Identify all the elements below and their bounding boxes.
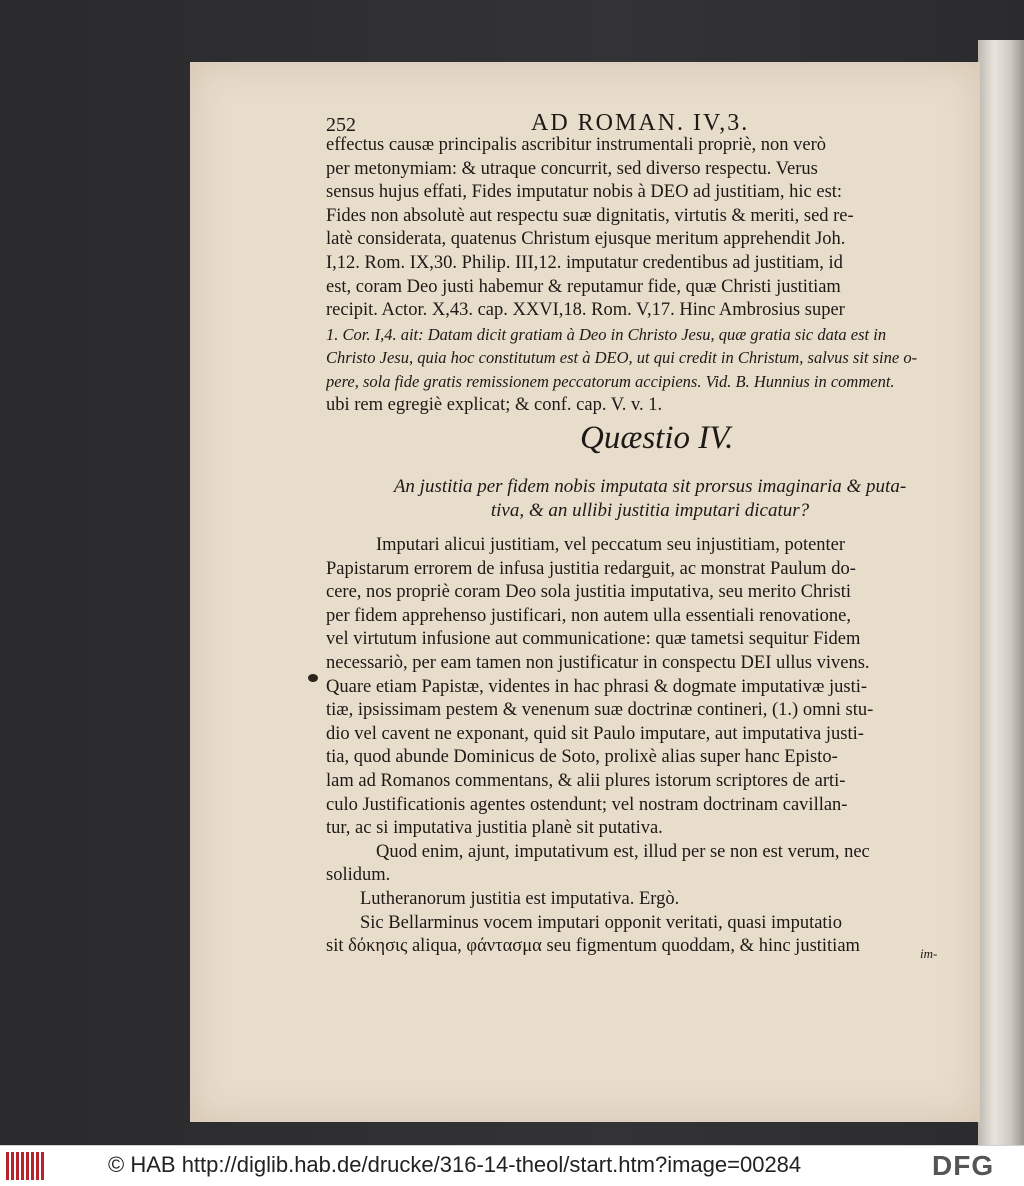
question-line: tiva, & an ullibi justitia imputari dicatur?	[490, 499, 810, 521]
text-line: recipit. Actor. X,43. cap. XXVI,18. Rom. V,17. Hinc Ambrosius super	[326, 300, 845, 321]
body-line: tia, quod abunde Dominicus de Soto, prolixè alias super hanc Episto-	[326, 747, 838, 768]
body-line: tur, ac si imputativa justitia planè sit putativa.	[326, 818, 663, 839]
body-line: solidum.	[326, 865, 391, 886]
body-line: culo Justificationis agentes ostendunt; vel nostram doctrinam cavillan-	[326, 794, 848, 815]
catchword: im-	[920, 946, 938, 961]
book-edge	[978, 40, 1024, 1145]
body-line: Lutheranorum justitia est imputativa. Ergò.	[360, 888, 680, 909]
viewer-footer	[0, 1145, 1024, 1186]
body-text	[326, 534, 950, 959]
text-line: pere, sola fide gratis remissionem peccatorum accipiens. Vid. B. Hunnius in comment.	[326, 371, 895, 391]
copyright-label: © HAB	[108, 1152, 176, 1177]
body-line: dio vel cavent ne exponant, quid sit Paulo imputare, aut imputativa justi-	[326, 723, 864, 744]
upper-text	[326, 134, 950, 417]
question-text	[350, 474, 950, 521]
body-line: Imputari alicui justitiam, vel peccatum seu injustitiam, potenter	[376, 535, 846, 555]
body-line: vel virtutum infusione aut communicatione: quæ tametsi sequitur Fidem	[326, 629, 861, 650]
text-line: 1. Cor. I,4. ait: Datam dicit gratiam à Deo in Christo Jesu, quæ gratia sic data est in	[326, 324, 887, 344]
body-line: Sic Bellarminus vocem imputari opponit veritati, quasi imputatio	[360, 912, 842, 933]
body-line: Quod enim, ajunt, imputativum est, illud per se non est verum, nec	[376, 841, 870, 862]
page-number: 252	[326, 114, 356, 136]
text-line: per metonymiam: & utraque concurrit, sed diverso respectu. Verus	[326, 158, 818, 179]
text-line: latè considerata, quatenus Christum ejusque meritum apprehendit Joh.	[326, 229, 846, 250]
body-line: sit δόκησις aliqua, φάντασμα seu figmentum quoddam, & hinc justitiam	[326, 936, 860, 957]
footer-text	[108, 1152, 801, 1178]
body-line: lam ad Romanos commentans, & alii plures istorum scriptores de arti-	[326, 770, 846, 791]
permalink-link[interactable]: http://diglib.hab.de/drucke/316-14-theol/start.htm?image=00284	[181, 1152, 802, 1177]
text-line: effectus causæ principalis ascribitur instrumentali propriè, non verò	[326, 135, 827, 155]
body-line: cere, nos propriè coram Deo sola justitia imputativa, seu merito Christi	[326, 582, 852, 603]
text-line: ubi rem egregiè explicat; & conf. cap. V. v. 1.	[326, 394, 663, 415]
question-line: An justitia per fidem nobis imputata sit prorsus imaginaria & puta-	[393, 476, 907, 497]
body-line: Papistarum errorem de infusa justitia redarguit, ac monstrat Paulum do-	[326, 558, 856, 579]
text-line: I,12. Rom. IX,30. Philip. III,12. imputatur credentibus ad justitiam, id	[326, 252, 843, 273]
section-heading: Quæstio IV.	[580, 420, 734, 456]
body-line: per fidem apprehenso justificari, non autem ulla essentiali renovatione,	[326, 605, 852, 626]
text-line: sensus hujus effati, Fides imputatur nobis à DEO ad justitiam, hic est:	[326, 182, 843, 203]
body-line: tiæ, ipsissimam pestem & venenum suæ doctrinæ contineri, (1.) omni stu-	[326, 700, 874, 721]
running-head: AD ROMAN. IV,3.	[531, 110, 750, 136]
dfg-logo: DFG	[932, 1150, 995, 1181]
body-line: necessariò, per eam tamen non justificatur in conspectu DEI ullus vivens.	[326, 652, 870, 673]
text-line: est, coram Deo justi habemur & reputamur fide, quæ Christi justitiam	[326, 276, 841, 297]
book-page	[190, 62, 980, 1122]
margin-mark	[308, 674, 318, 682]
text-line: Fides non absolutè aut respectu suæ dignitatis, virtutis & meriti, sed re-	[326, 205, 854, 226]
hab-logo-icon	[6, 1152, 46, 1180]
body-line: Quare etiam Papistæ, videntes in hac phrasi & dogmate imputativæ justi-	[326, 676, 868, 697]
text-line: Christo Jesu, quia hoc constitutum est à DEO, ut qui credit in Christum, salvus sit sine o-	[326, 348, 918, 368]
